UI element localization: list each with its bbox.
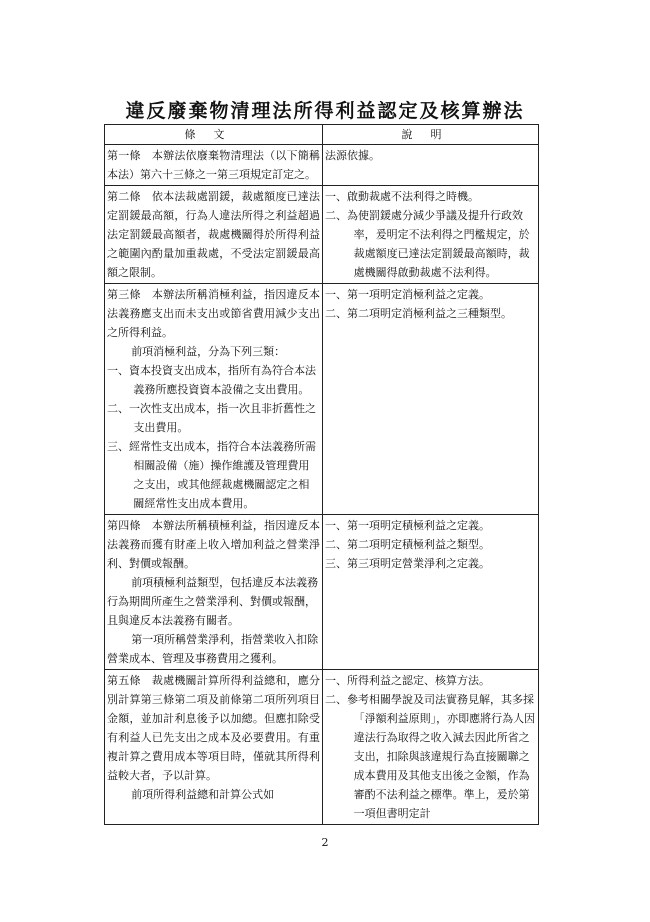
article-cell (105, 670, 323, 825)
explanation-text: 法源依據。 (325, 149, 380, 162)
table-row (105, 515, 539, 670)
article-paragraph: 前項所得利益總和計算公式如 (131, 788, 275, 801)
article-cell (105, 515, 323, 670)
article-text: 第五條 裁處機關計算所得利益總和，應分別計算第三條第二項及前條第二項所列項目金額，並加計利息後予以加總。但應扣除受有利益人已先支出之成本及必要費用。有重複計算之費用成本等項目時，僅就其所得利益較大者，予以計算。 (107, 674, 320, 782)
article-text: 第一條 本辦法依廢棄物清理法（以下簡稱本法）第六十三條之一第三項規定訂定之。 (107, 149, 320, 181)
explanation-cell (323, 670, 539, 825)
table-row (105, 186, 539, 284)
explanation-item: 一、啟動裁處不法利得之時機。 (325, 190, 479, 203)
article-text: 第四條 本辦法所稱積極利益，指因違反本法義務而獲有財產上收入增加利益之營業淨利、對價或報酬。 (107, 519, 320, 570)
table-body (105, 145, 539, 825)
explanation-item: 三、第三項明定營業淨利之定義。 (325, 557, 490, 570)
article-text: 第三條 本辦法所稱消極利益，指因違反本法義務應支出而未支出或節省費用減少支出之所得利益。 (107, 288, 320, 339)
header-articles: 條文 (105, 125, 323, 145)
table-header-row (105, 125, 539, 145)
article-item: 一、資本投資支出成本，指所有為符合本法義務所應投資資本設備之支出費用。 (107, 364, 316, 396)
explanation-item: 二、第二項明定積極利益之類型。 (325, 538, 490, 551)
article-text: 第二條 依本法裁處罰鍰，裁處額度已達法定罰鍰最高額，行為人違法所得之利益超過法定罰鍰最高額者，裁處機關得於所得利益之範圍內酌量加重裁處，不受法定罰鍰最高額之限制。 (107, 190, 320, 279)
article-cell (105, 284, 323, 515)
explanation-cell (323, 515, 539, 670)
table-row (105, 145, 539, 186)
document-title: 違反廢棄物清理法所得利益認定及核算辦法 (125, 100, 525, 122)
article-cell (105, 186, 323, 284)
explanation-item: 一、第一項明定消極利益之定義。 (325, 288, 490, 301)
table-row (105, 670, 539, 825)
page-number: 2 (321, 836, 329, 849)
explanation-item: 二、為使罰鍰處分減少爭議及提升行政效率，爰明定不法利得之門檻規定，於裁處額度已達法定罰鍰最高額時，裁處機關得啟動裁處不法利得。 (325, 209, 530, 279)
article-item: 三、經常性支出成本，指符合本法義務所需相關設備（施）操作維護及管理費用之支出，或其他經裁處機關認定之相關經常性支出成本費用。 (107, 440, 316, 510)
explanation-item: 一、第一項明定積極利益之定義。 (325, 519, 490, 532)
explanation-item: 一、所得利益之認定、核算方法。 (325, 674, 490, 687)
table-row (105, 284, 539, 515)
article-paragraph: 第一項所稱營業淨利，指營業收入扣除營業成本、管理及事務費用之獲利。 (107, 633, 319, 665)
explanation-cell (323, 284, 539, 515)
article-item: 二、一次性支出成本，指一次且非折舊性之支出費用。 (107, 402, 316, 434)
explanation-cell (323, 186, 539, 284)
article-paragraph: 前項積極利益類型，包括違反本法義務行為期間所產生之營業淨利、對價或報酬，且與違反本法義務有關者。 (107, 576, 319, 627)
article-cell (105, 145, 323, 186)
explanation-item: 二、參考相關學說及司法實務見解，其多採「淨額利益原則」，亦即應將行為人因違法行為取得之收入減去因此所省之支出，扣除與該違規行為直接關聯之成本費用及其他支出後之金額，作為審酌不法利益之標準。準上，爰於第一項但書明定計 (325, 693, 536, 820)
explanation-item: 二、第二項明定消極利益之三種類型。 (325, 307, 512, 320)
header-explanations: 說明 (323, 125, 539, 145)
article-paragraph: 前項消極利益，分為下列三類： (131, 345, 286, 358)
explanation-cell (323, 145, 539, 186)
regulation-table (104, 124, 539, 825)
